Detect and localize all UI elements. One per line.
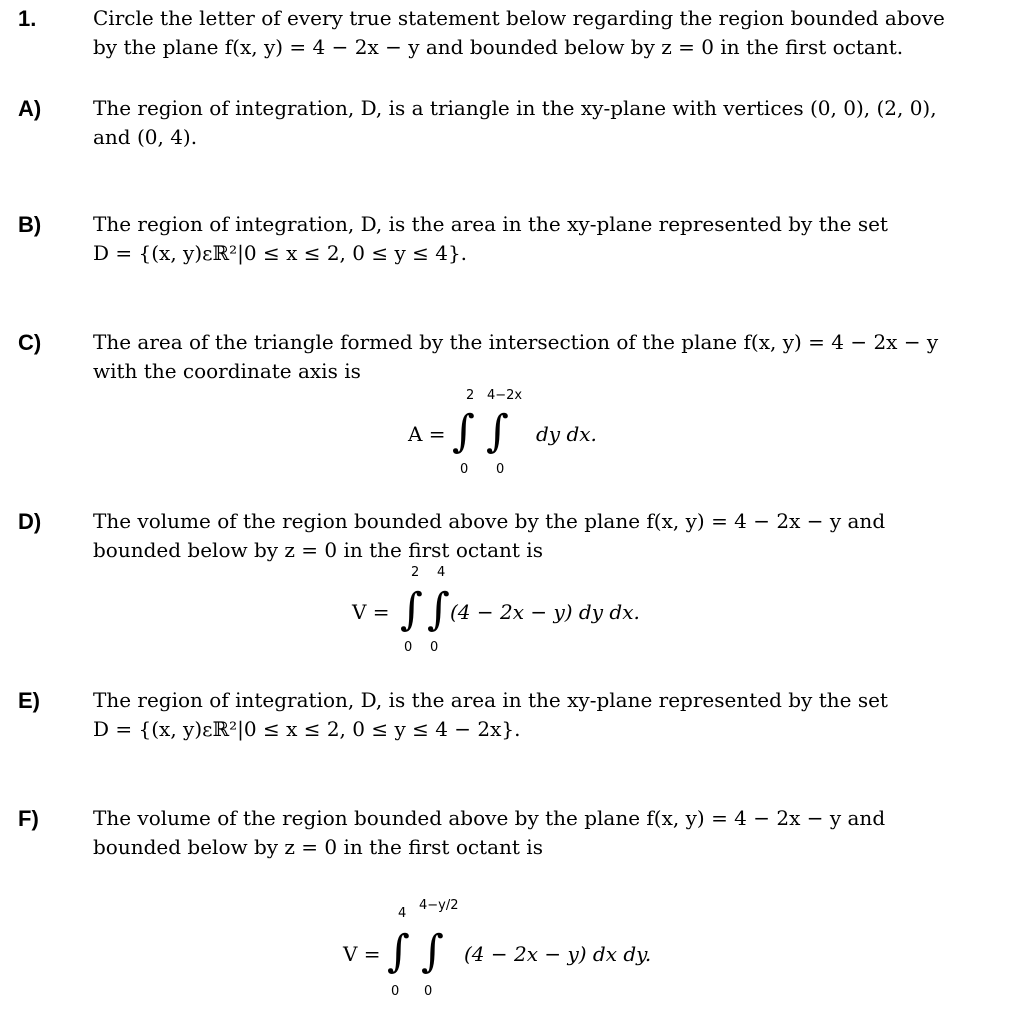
option-f-line2: bounded below by z = 0 in the first octant is <box>93 835 543 859</box>
integral-sign-outer: ∫ <box>400 584 423 635</box>
option-a-line1: The region of integration, D, is a triangle in the xy-plane with vertices (0, 0), (2, 0), <box>93 96 937 120</box>
option-f-lhs: V = <box>343 942 381 966</box>
option-f-line1: The volume of the region bounded above by the plane f(x, y) = 4 − 2x − y and <box>93 806 886 830</box>
question-text-line2: by the plane f(x, y) = 4 − 2x − y and bounded below by z = 0 in the first octant. <box>93 35 904 59</box>
option-f-integrand: (4 − 2x − y) dx dy. <box>464 942 652 966</box>
option-e-line2: D = {(x, y)εℝ²|0 ≤ x ≤ 2, 0 ≤ y ≤ 4 − 2x}. <box>93 717 521 741</box>
option-c-integrand: dy dx. <box>536 422 597 446</box>
option-f-letter[interactable]: F) <box>18 806 39 831</box>
option-a-letter[interactable]: A) <box>18 96 42 121</box>
option-a-line2: and (0, 4). <box>93 125 198 149</box>
option-c-outer-lower-limit: 0 <box>460 462 469 477</box>
question-text-line1: Circle the letter of every true statement below regarding the region bounded above <box>93 6 945 30</box>
question-number: 1. <box>18 6 37 31</box>
integral-sign-inner: ∫ <box>421 926 444 977</box>
integral-sign-outer: ∫ <box>452 406 475 457</box>
option-c-letter[interactable]: C) <box>18 330 42 355</box>
option-e-line1: The region of integration, D, is the area in the xy-plane represented by the set <box>93 688 888 712</box>
option-e-letter[interactable]: E) <box>18 688 40 713</box>
option-f-outer-lower-limit: 0 <box>391 984 400 999</box>
option-c-lhs: A = <box>408 422 446 446</box>
option-c-line1: The area of the triangle formed by the intersection of the plane f(x, y) = 4 − 2x − y <box>93 330 939 354</box>
integral-sign-inner: ∫ <box>427 584 450 635</box>
option-b-line1: The region of integration, D, is the area in the xy-plane represented by the set <box>93 212 888 236</box>
option-c-inner-lower-limit: 0 <box>496 462 505 477</box>
option-c-line2: with the coordinate axis is <box>93 359 361 383</box>
option-f-inner-upper-limit: 4−y/2 <box>419 898 459 913</box>
option-d-letter[interactable]: D) <box>18 509 42 534</box>
integral-sign-inner: ∫ <box>486 406 509 457</box>
option-b-letter[interactable]: B) <box>18 212 42 237</box>
option-d-integrand: (4 − 2x − y) dy dx. <box>450 600 640 624</box>
option-d-line2: bounded below by z = 0 in the first octant is <box>93 538 543 562</box>
option-f-outer-upper-limit: 4 <box>398 906 407 921</box>
option-d-outer-upper-limit: 2 <box>411 565 420 580</box>
option-b-line2: D = {(x, y)εℝ²|0 ≤ x ≤ 2, 0 ≤ y ≤ 4}. <box>93 241 468 265</box>
option-c-outer-upper-limit: 2 <box>466 388 475 403</box>
option-d-inner-upper-limit: 4 <box>437 565 446 580</box>
option-d-line1: The volume of the region bounded above by the plane f(x, y) = 4 − 2x − y and <box>93 509 886 533</box>
option-c-inner-upper-limit: 4−2x <box>487 388 523 403</box>
option-d-outer-lower-limit: 0 <box>404 640 413 655</box>
option-f-inner-lower-limit: 0 <box>424 984 433 999</box>
option-d-inner-lower-limit: 0 <box>430 640 439 655</box>
integral-sign-outer: ∫ <box>387 926 410 977</box>
option-d-lhs: V = <box>352 600 390 624</box>
